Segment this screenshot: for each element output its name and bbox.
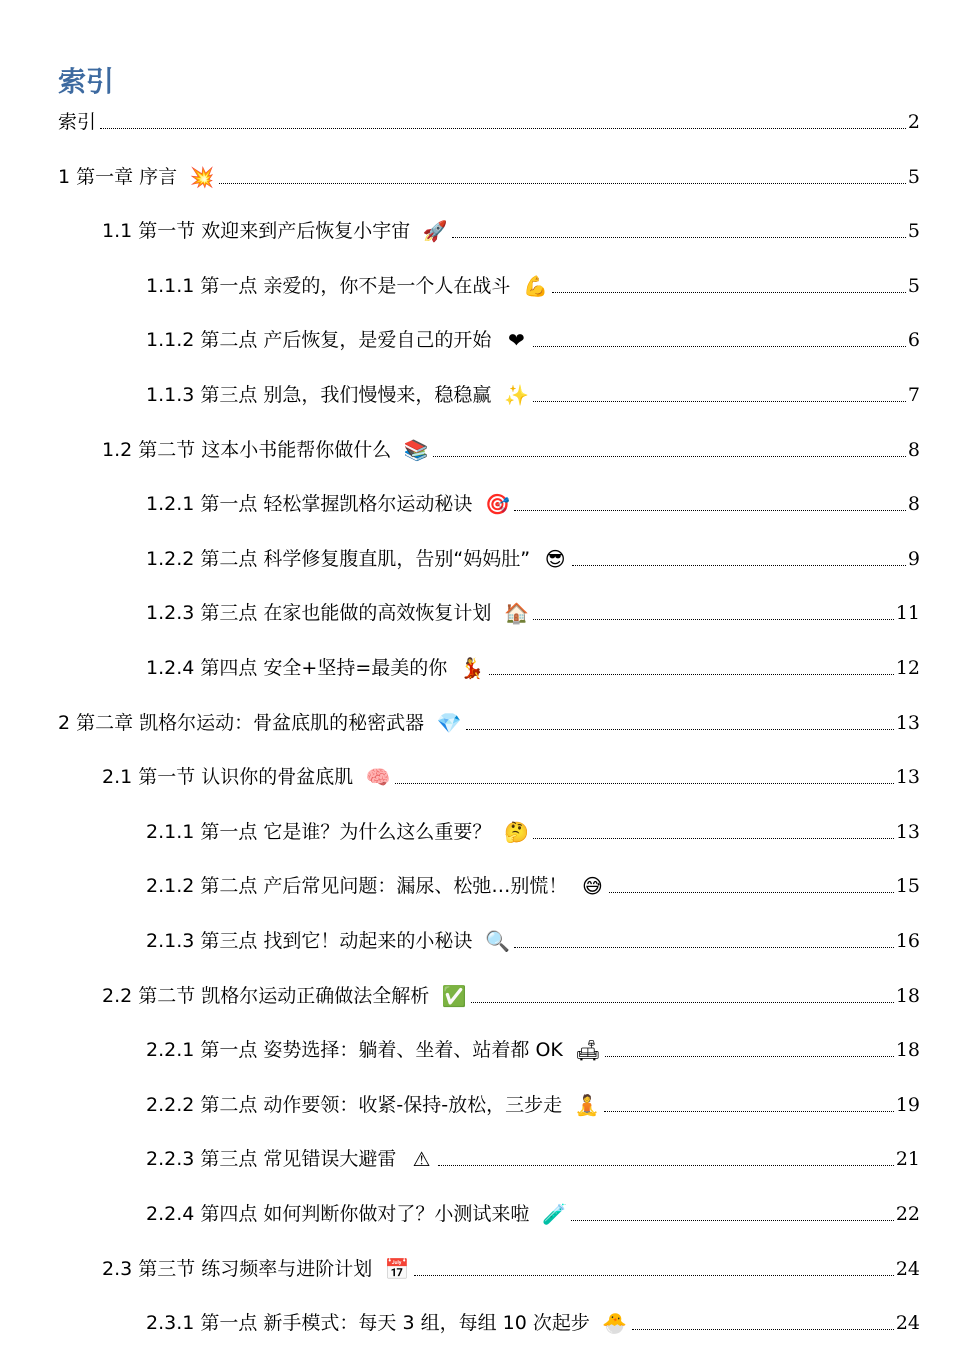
toc-page-number: 22 [895,1203,920,1225]
dancer-icon: 💃 [459,656,485,680]
toc-page-number: 18 [895,1039,920,1062]
calendar-icon: 📅 [384,1256,410,1281]
toc-entry[interactable] [58,706,920,736]
sparkles-icon: ✨ [503,383,529,407]
dot-leader [533,401,905,402]
toc-entry-label: 1.2.1 第一点 轻松掌握凯格尔运动秘诀 [146,493,473,516]
brain-icon: 🧠 [365,765,391,790]
toc-page-number: 13 [895,766,920,789]
dot-leader [466,729,894,730]
toc-entry-label: 1.2 第二节 这本小书能帮你做什么 [102,438,392,461]
toc-entry[interactable] [58,105,920,135]
toc-entry[interactable] [58,160,920,190]
person-standing-icon: 🧘 [574,1092,600,1117]
toc-page-number: 24 [895,1257,920,1280]
toc-entry[interactable] [102,214,920,244]
toc-entry[interactable] [146,1197,920,1227]
toc-page-number: 7 [907,384,920,406]
dot-leader [395,783,894,784]
toc-page-number: 13 [895,820,920,843]
dot-leader [533,346,905,347]
toc-entry-label: 2.2 第二节 凯格尔运动正确做法全解析 [102,984,430,1007]
toc-entry-label: 1.2.4 第四点 安全+坚持=最美的你 [146,657,448,679]
toc-page-number: 15 [895,875,920,898]
toc-entry[interactable] [146,596,920,626]
toc-entry-label: 2.1.3 第三点 找到它！动起来的小秘诀 [146,930,473,952]
test-tube-icon: 🧪 [541,1202,567,1226]
flexed-biceps-icon: 💪 [522,273,548,298]
toc-page-number: 12 [895,657,920,679]
dot-leader [533,838,893,839]
page-title: 索引 [58,65,115,98]
couch-icon: 🛋 [575,1038,601,1063]
sunglasses-face-icon: 😎 [544,546,566,571]
toc-entry-label: 1 第一章 序言 [58,165,178,188]
dot-leader [552,292,905,293]
toc-page-number: 13 [895,711,920,734]
toc-entry-label: 2 第二章 凯格尔运动：骨盆底肌的秘密武器 [58,711,425,734]
toc-entry[interactable] [146,1306,920,1336]
dot-leader [572,565,906,566]
toc-entry[interactable] [146,1142,920,1172]
toc-page-number: 5 [907,165,920,188]
dot-leader [533,619,893,620]
toc-entry[interactable] [146,869,920,899]
toc-entry-label: 1.2.3 第三点 在家也能做的高效恢复计划 [146,602,492,625]
toc-entry[interactable] [146,542,920,572]
toc-entry-label: 1.2.2 第二点 科学修复腹直肌，告别“妈妈肚” [146,547,531,570]
toc-page-number: 5 [907,220,920,243]
toc-entry[interactable] [102,760,920,790]
toc-entry[interactable] [146,651,920,681]
toc-entry-label: 索引 [58,111,97,133]
toc-entry-label: 1.1.2 第二点 产后恢复，是爱自己的开始 [146,329,492,352]
dot-leader [604,1111,894,1112]
dot-leader [489,674,894,675]
toc-page-number: 9 [907,547,920,570]
toc-page-number: 21 [895,1148,920,1171]
dot-leader [514,947,893,948]
toc-page-number: 16 [895,930,920,952]
toc-page-number: 24 [895,1312,920,1335]
dot-leader [571,1220,893,1221]
toc-entry[interactable] [146,815,920,845]
warning-icon: ⚠ [412,1147,431,1172]
toc-entry-label: 2.2.2 第二点 动作要领：收紧-保持-放松，三步走 [146,1093,563,1116]
target-icon: 🎯 [484,492,510,517]
toc-entry[interactable] [146,1088,920,1118]
toc-entry[interactable] [146,487,920,517]
toc-entry-label: 2.2.4 第四点 如何判断你做对了？小测试来啦 [146,1203,530,1225]
dot-leader [632,1329,894,1330]
toc-entry[interactable] [102,433,920,463]
hatching-chick-icon: 🐣 [602,1311,628,1336]
dot-leader [471,1002,894,1003]
toc-page-number: 2 [907,111,920,133]
toc-page-number: 18 [895,984,920,1007]
toc-entry-label: 2.3 第三节 练习频率与进阶计划 [102,1257,373,1280]
toc-entry-label: 2.2.1 第一点 姿势选择：躺着、坐着、站着都 OK [146,1039,563,1062]
dot-leader [452,237,906,238]
toc-entry[interactable] [146,1033,920,1063]
toc-entry[interactable] [146,323,920,353]
books-icon: 📚 [403,437,429,462]
sweat-smile-icon: 😅 [582,874,603,899]
gem-icon: 💎 [436,710,462,735]
toc-entry[interactable] [102,1252,920,1282]
dot-leader [605,1056,894,1057]
thinking-face-icon: 🤔 [503,819,529,844]
toc-entry-label: 2.1.2 第二点 产后常见问题：漏尿、松弛…别慌！ [146,875,568,898]
house-icon: 🏠 [503,601,529,626]
dot-leader [438,1165,893,1166]
toc-entry-label: 2.1.1 第一点 它是谁？为什么这么重要？ [146,820,492,843]
toc-entry-label: 2.2.3 第三点 常见错误大避雷 [146,1148,397,1171]
red-heart-icon: ❤ [508,328,525,353]
toc-entry-label: 1.1 第一节 欢迎来到产后恢复小宇宙 [102,220,411,243]
dot-leader [219,183,906,184]
toc-entry[interactable] [146,378,920,408]
toc-entry-label: 2.3.1 第一点 新手模式：每天 3 组，每组 10 次起步 [146,1312,590,1335]
toc-entry[interactable] [146,924,920,954]
toc-page-number: 11 [895,602,920,625]
toc-page-number: 5 [907,274,920,297]
toc-entry-label: 1.1.3 第三点 别急，我们慢慢来，稳稳赢 [146,384,492,406]
toc-page-number: 8 [907,438,920,461]
dot-leader [514,510,905,511]
dot-leader [433,456,906,457]
toc-entry[interactable] [102,979,920,1009]
toc-entry-label: 1.1.1 第一点 亲爱的，你不是一个人在战斗 [146,274,511,297]
rocket-icon: 🚀 [422,219,448,244]
dot-leader [100,128,906,129]
check-mark-icon: ✅ [441,983,467,1008]
dot-leader [414,1275,894,1276]
toc-page-number: 19 [895,1093,920,1116]
toc-page-number: 8 [907,493,920,516]
toc-entry[interactable] [146,269,920,299]
toc-page-number: 6 [907,329,920,352]
collision-star-icon: 💥 [189,164,215,189]
toc-entry-label: 2.1 第一节 认识你的骨盆底肌 [102,766,354,789]
magnifier-icon: 🔍 [484,929,510,953]
dot-leader [609,892,893,893]
